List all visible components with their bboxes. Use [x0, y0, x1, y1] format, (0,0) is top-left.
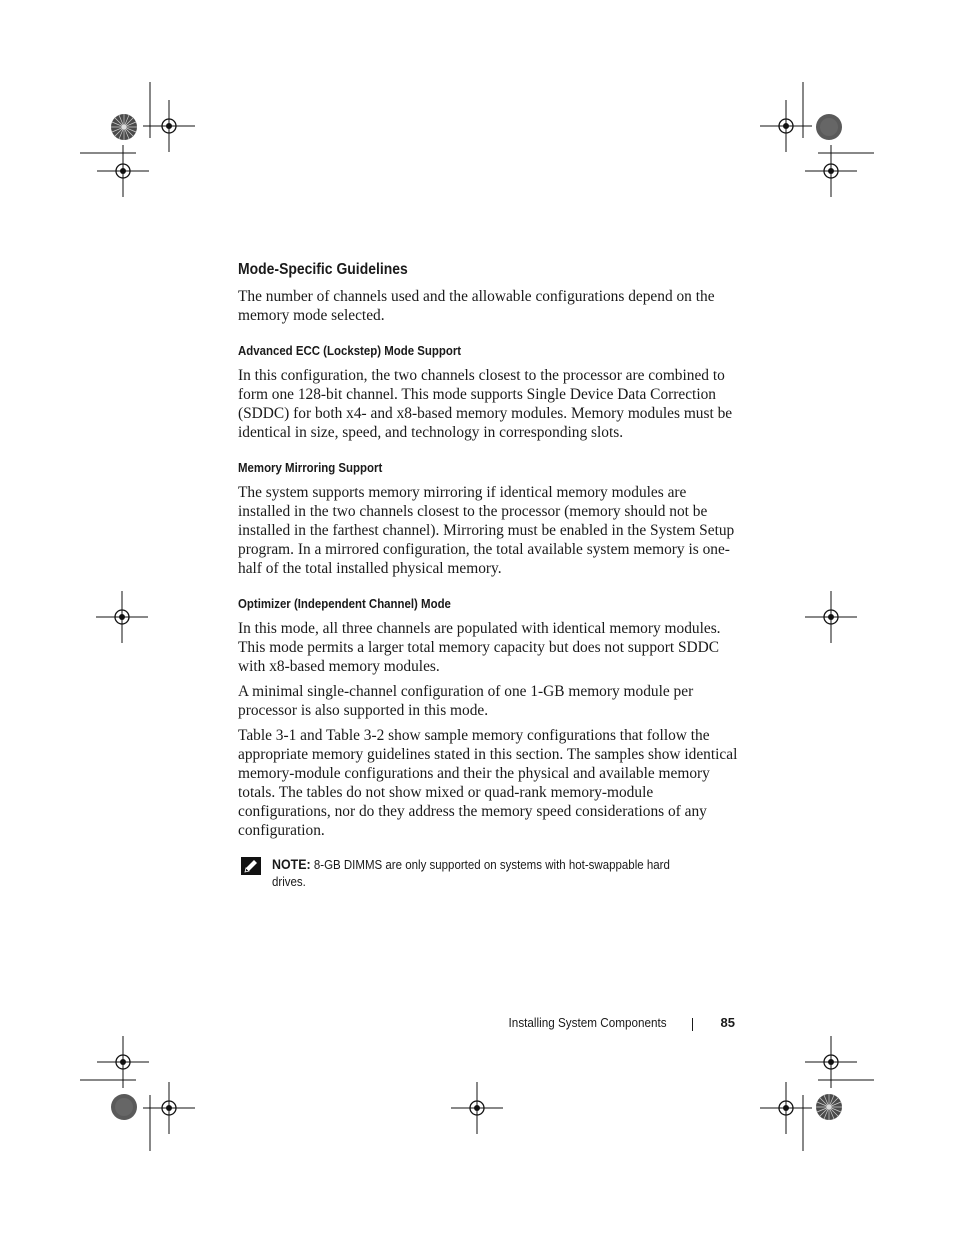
footer-section-title: Installing System Components	[508, 1015, 667, 1030]
section-heading: Mode-Specific Guidelines	[238, 261, 408, 278]
paragraph: In this configuration, the two channels closest to the processor are combined to form one 128-bit channel. This mode supports Single Device Data Correction (SDDC) for both x4- and x8-based memory modules. Memory modules must be identical in size, speed, and technology in corresponding slots.	[238, 367, 733, 441]
document-body	[238, 256, 738, 891]
paragraph: A minimal single-channel configuration of one 1-GB memory module per processor is also supported in this mode.	[238, 683, 694, 719]
paragraph: The system supports memory mirroring if identical memory modules are installed in the two channels closest to the processor (memory should not be installed in the farthest channel). Mirroring must be enabled in the System Setup program. In a mirrored configuration, the total available system memory is one-half of the total installed physical memory.	[238, 484, 735, 577]
subsection-heading: Optimizer (Independent Channel) Mode	[238, 596, 451, 611]
section-memory-mirroring	[238, 458, 738, 578]
note-body: 8-GB DIMMS are only supported on systems with hot-swappable hard drives.	[272, 858, 670, 889]
intro-paragraph: The number of channels used and the allowable configurations depend on the memory mode selected.	[238, 288, 715, 324]
paragraph: In this mode, all three channels are populated with identical memory modules. This mode permits a larger total memory capacity but does not support SDDC with x8-based memory modules.	[238, 620, 721, 675]
subsection-heading: Advanced ECC (Lockstep) Mode Support	[238, 343, 462, 358]
section-optimizer-mode	[238, 594, 738, 840]
note-text-block	[272, 856, 677, 891]
section-advanced-ecc	[238, 341, 738, 442]
subsection-heading: Memory Mirroring Support	[238, 460, 383, 475]
note-callout	[238, 856, 738, 891]
paragraph: Table 3-1 and Table 3-2 show sample memory configurations that follow the appropriate memory guidelines stated in this section. The samples show identical memory-module configurations and their the physical and available memory totals. The tables do not show mixed or quad-rank memory-module configurations, nor do they address the memory speed considerations of any configuration.	[238, 727, 738, 839]
pencil-note-icon	[240, 856, 262, 876]
page-number: 85	[720, 1015, 735, 1030]
footer-separator	[692, 1018, 693, 1031]
note-label: NOTE:	[272, 857, 311, 872]
